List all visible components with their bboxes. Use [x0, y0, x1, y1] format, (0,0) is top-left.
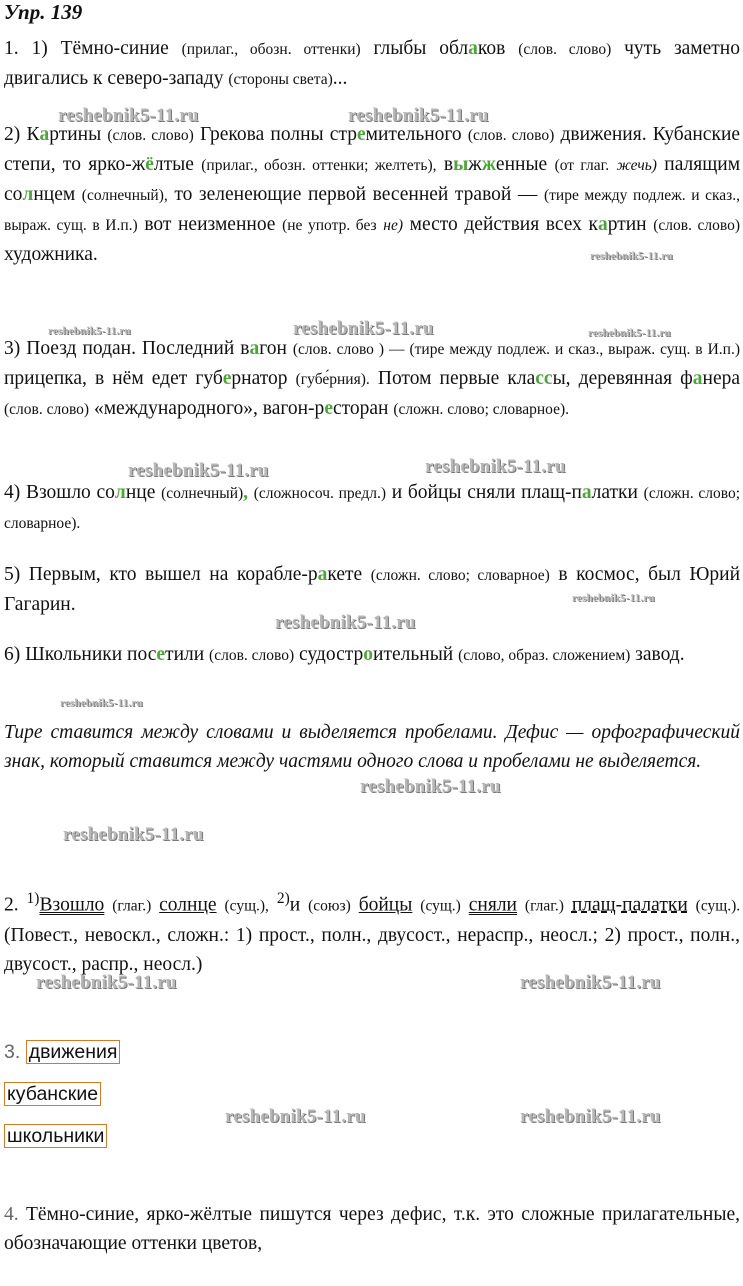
watermark: reshebnik5-11.ru	[275, 612, 416, 633]
watermark: reshebnik5-11.ru	[590, 250, 673, 262]
watermark: reshebnik5-11.ru	[36, 972, 177, 993]
watermark: reshebnik5-11.ru	[588, 327, 671, 339]
sentence-3: 3) Поезд подан. Последний вагон (слов. слово ) — (тире между подлеж. и сказ., выраж. сущ. в И.п.) прицепка, в нём едет губернатор (губе́рния). Потом первые классы, деревянная фанера (слов. слово) «международного», вагон-ресторан (сложн. слово; словарное).	[4, 338, 741, 419]
watermark: reshebnik5-11.ru	[293, 318, 434, 339]
watermark: reshebnik5-11.ru	[360, 776, 501, 797]
task-2-parsing: 2. $^{1)}$Взошло (глаг.) солнце (сущ.), $^{2)}$и (союз) бойцы (сущ.) сняли (глаг.) плащ-палатки (сущ.). (Повест., невоскл., сложн.: 1) прост., полн., двусост., нераспр., неосл.; 2) прост., полн., двусост., распр., неосл.)	[4, 890, 741, 975]
sentence-4: 4) Взошло солнце (солнечный), (сложносоч. предл.) и бойцы сняли плащ-палатки (сложн. слово; словарное).	[4, 482, 741, 532]
watermark: reshebnik5-11.ru	[225, 1106, 366, 1127]
watermark: reshebnik5-11.ru	[348, 105, 489, 126]
task-3-word-3: школьники	[4, 1124, 107, 1148]
watermark: reshebnik5-11.ru	[128, 460, 269, 481]
sentence-1: 1. 1) Тёмно-синие (прилаг., обозн. оттенки) глыбы облаков (слов. слово) чуть заметно двигались к северо-западу (стороны света)...	[4, 38, 740, 89]
watermark: reshebnik5-11.ru	[425, 456, 566, 477]
watermark: reshebnik5-11.ru	[60, 697, 143, 709]
exercise-title: Упр. 139	[4, 0, 83, 24]
watermark: reshebnik5-11.ru	[520, 972, 661, 993]
dash-hyphen-rule: Тире ставится между словами и выделяется пробелами. Дефис — орфографический знак, который ставится между частями одного слова и пробелами не выделяется.	[4, 722, 740, 772]
sentence-5: 5) Первым, кто вышел на корабле-ракете (сложн. слово; словарное) в космос, был Юрий Гагарин.	[4, 564, 741, 615]
sentence-2: 2) Картины (слов. слово) Грекова полны стремительного (слов. слово) движения. Кубанские степи, то ярко-жёлтые (прилаг., обозн. оттенки; желтеть), выжженные (от глаг. жечь) палящим солнцем (солнечный), то зеленеющие первой весенней травой — (тире между подлеж. и сказ., выраж. сущ. в И.п.) вот неизменное (не употр. без не) место действия всех картин (слов. слово) художника.	[4, 124, 741, 265]
watermark: reshebnik5-11.ru	[58, 105, 199, 126]
task-3-word-1: 3. движения	[4, 1040, 120, 1064]
watermark: reshebnik5-11.ru	[572, 592, 655, 604]
sentence-6: 6) Школьники посетили (слов. слово) судостроительный (слово, образ. сложением) завод.	[4, 644, 685, 665]
watermark: reshebnik5-11.ru	[520, 1106, 661, 1127]
task-4-explanation: 4. Тёмно-синие, ярко-жёлтые пишутся через дефис, т.к. это сложные прилагательные, обозначающие оттенки цветов,	[4, 1204, 740, 1254]
task-3-word-2: кубанские	[4, 1082, 101, 1106]
watermark: reshebnik5-11.ru	[63, 824, 204, 845]
watermark: reshebnik5-11.ru	[48, 325, 131, 337]
